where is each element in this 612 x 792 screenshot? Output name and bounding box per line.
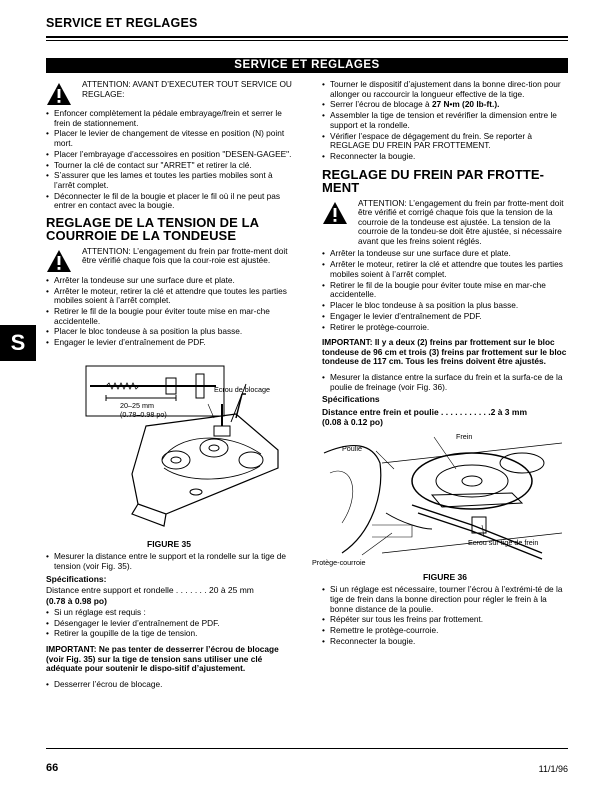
figure-35-label-distance-mm: 20–25 mm [120,400,154,410]
list-item: • Placer le bloc tondeuse à sa position la plus basse. [46,327,292,337]
attention-text-2: ATTENTION: L’engagement du frein par frotte-ment doit être vérifié chaque fois que la cour-roie est ajustée. [82,245,288,266]
attention-text-3: ATTENTION: L’engagement du frein par frotte-ment doit être vérifié et corrigé chaque fois que la tension de la courroie de la tondeuse est ajustée. La tension de la courroie de la tondeu-se doit être ajustée, si nécessaire avant que les freins soient réglés. [358,197,564,246]
list-item: • Arrêter le moteur, retirer la clé et attendre que toutes les parties mobiles soient à l’arrêt complet. [46,287,292,306]
warning-triangle-icon [322,201,348,225]
figure-36-label-protege: Protège-courroie [312,557,366,567]
bullet-list-r3 [322,585,568,646]
important-label: IMPORTANT: [46,643,97,654]
bullet-list-r2 [322,249,568,332]
attention-text-1: ATTENTION: AVANT D’EXECUTER TOUT SERVICE OU REGLAGE: [82,79,292,99]
warning-triangle-icon [46,249,72,273]
page-number: 66 [46,762,59,774]
list-item: • Désengager le levier d’entraînement de PDF. [46,619,292,629]
figure-35-label-nut: Ecrou de blocage [214,384,270,394]
figure-35 [46,364,292,536]
list-item: • Tourner la clé de contact sur "ARRET" et retirer la clé. [46,161,292,171]
figure-36-label-frein: Frein [456,431,473,441]
list-item: • Répéter sur tous les freins par frottement. [322,615,568,625]
section-banner: SERVICE ET REGLAGES [46,58,568,73]
section-heading-belt-tension: REGLAGE DE LA TENSION DE LA COURROIE DE LA TONDEUSE [46,214,259,244]
list-item: • Vérifier l’espace de dégagement du frein. Se reporter à REGLAGE DU FREIN PAR FROTTEMENT. [322,132,568,151]
running-header: SERVICE ET REGLAGES [46,16,198,30]
figure-36-label-ecrou: Ecrou sur tige de frein [468,537,539,547]
list-item: • Remettre le protège-courroie. [322,626,568,636]
list-item: • Déconnecter le fil de la bougie et placer le fil où il ne peut pas entrer en contact avec la bougie. [46,192,292,211]
important-body: Ne pas tenter de desserrer l’écrou de blocage (voir Fig. 35) sur la tige de tension sans utiliser une clé adéquate pour soutenir le dispo-sitif d’ajustement. [46,643,279,674]
spec-heading-right: Spécifications [322,394,380,405]
list-item: • Mesurer la distance entre la surface du frein et la surfa-ce de la poulie de freinage (voir Fig. 36). [322,373,568,392]
list-item: • Arrêter la tondeuse sur une surface dure et plate. [46,276,292,286]
section-tab: S [0,325,36,361]
list-item: • Si un réglage est nécessaire, tourner l’écrou à l’extrémi-té de la tige de frein dans la bonne direction pour régler le frein à la bonne distance de la poulie. [322,585,568,614]
list-item [322,100,568,110]
figure-36 [312,431,568,575]
torque-value: 27 N•m (20 lb-ft.). [431,99,500,110]
list-item: • Desserrer l’écrou de blocage. [46,680,292,690]
section-heading-friction-brake: REGLAGE DU FREIN PAR FROTTE-MENT [322,166,545,195]
footer-rule [46,748,568,749]
spec-heading-left: Spécifications: [46,573,107,584]
important-note-left [46,645,292,674]
footer-date: 11/1/96 [538,764,568,774]
bullet-list-r1 [322,80,568,162]
list-item: • Retirer le fil de la bougie pour éviter toute mise en mar-che accidentelle. [46,307,292,326]
list-item: • Si un réglage est requis : [46,608,292,618]
warning-triangle-icon [46,82,72,106]
list-item: • Arrêter la tondeuse sur une surface dure et plate. [322,249,568,259]
attention-block-1 [46,80,292,106]
list-item: • Enfoncer complètement la pédale embrayage/frein et serrer le frein de stationnement. [46,109,292,128]
bullet-list-2 [46,276,292,348]
bullet-list-1 [46,109,292,211]
figure-36-caption: FIGURE 36 [423,571,467,582]
list-item: • Placer le bloc tondeuse à sa position la plus basse. [322,301,568,311]
attention-block-3 [322,199,568,247]
bullet-list-3 [46,608,292,639]
attention-block-2 [46,247,292,273]
list-item: • Engager le levier d’entraînement de PDF. [322,312,568,322]
list-item: • Placer le levier de changement de vitesse en position (N) point mort. [46,129,292,148]
list-item: • Placer l’embrayage d’accessoires en position "DESEN-GAGEE". [46,150,292,160]
list-item: • Retirer le fil de la bougie pour éviter toute mise en mar-che accidentelle. [322,281,568,300]
list-item: • S’assurer que les lames et toutes les parties mobiles sont à l’arrêt complet. [46,171,292,190]
figure-35-caption: FIGURE 35 [147,538,191,549]
list-item: • Arrêter le moteur, retirer la clé et attendre que toutes les parties mobiles soient à l’arrêt complet. [322,260,568,279]
header-rule-thin [46,40,568,41]
spec-line-right: Distance entre frein et poulie . . . . . . . . . . .2 à 3 mm [322,406,528,417]
spec-text: Distance entre support et rondelle . . . . . . . 20 à 25 mm [46,585,254,596]
figure-36-drawing [322,433,568,575]
important-label: IMPORTANT: [322,337,373,348]
list-item: • Reconnecter la bougie. [322,152,568,162]
list-item: • Assembler la tige de tension et revérifier la dimension entre le support et la rondelle. [322,111,568,130]
list-item: • Retirer la goupille de la tige de tension. [46,629,292,639]
left-column [46,80,292,690]
figure-35-label-distance-in: (0.78–0.98 po) [120,409,167,419]
list-item: • Reconnecter la bougie. [322,637,568,647]
figure-36-label-poulie: Poulie [342,443,362,453]
bullet-list-r-measure [322,373,568,392]
spec-line-left-2: (0.78 à 0.98 po) [46,595,107,606]
list-item: • Tourner le dispositif d’ajustement dans la bonne direc-tion pour allonger ou raccourcir la longueur effective de la tige. [322,80,568,99]
list-item: • Retirer le protège-courroie. [322,323,568,333]
bullet-list-measure [46,552,292,571]
right-column [312,79,568,648]
bullet-list-last [46,680,292,690]
list-item: • Engager le levier d’entraînement de PDF. [46,338,292,348]
torque-text: Serrer l’écrou de blocage à [330,99,432,110]
spec-line-right-2: (0.08 à 0.12 po) [322,416,383,427]
important-body: Il y a deux (2) freins par frottement sur le bloc tondeuse de 96 cm et trois (3) freins par frottement sur le bloc tondeuse de 117 cm. Tous les freins doivent être ajustés. [322,337,567,367]
list-item: • Mesurer la distance entre le support et la rondelle sur la tige de tension (voir Fig. 35). [46,552,292,571]
header-rule [46,36,568,38]
spec-line-left [46,586,292,596]
important-note-right [322,338,568,367]
